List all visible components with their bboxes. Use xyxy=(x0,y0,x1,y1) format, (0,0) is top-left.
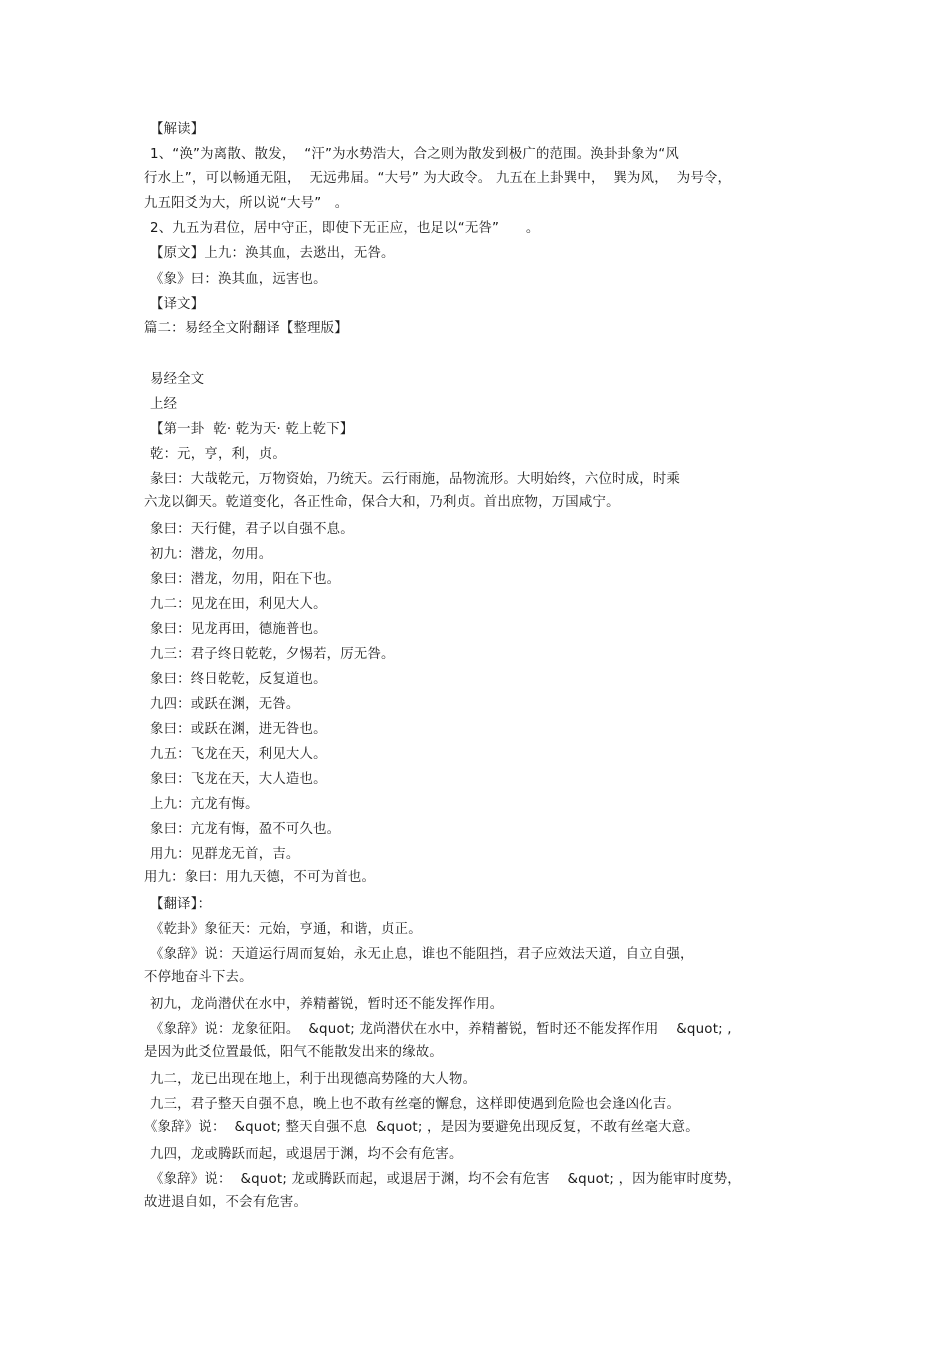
translation-line: 《乾卦》象征天：元始，亨通，和谐，贞正。 xyxy=(150,922,422,937)
text-line: 初九：潜龙，勿用。 xyxy=(150,547,273,562)
xiang-line: 《象》曰：涣其血，远害也。 xyxy=(150,272,327,287)
text-line: 象曰：飞龙在天，大人造也。 xyxy=(150,772,327,787)
text-line: 六龙以御天。乾道变化，各正性命，保合大和，乃利贞。首出庶物，万国咸宁。 xyxy=(144,495,620,510)
text-line: 彖曰：大哉乾元，万物资始，乃统天。云行雨施，品物流形。大明始终，六位时成，时乘 xyxy=(150,472,681,487)
translation-line: 故进退自如，不会有危害。 xyxy=(144,1195,308,1210)
heading-fanyi: 【翻译】： xyxy=(150,897,212,912)
text-line: 象曰：或跃在渊，进无咎也。 xyxy=(150,722,327,737)
text-line: 象曰：天行健，君子以自强不息。 xyxy=(150,522,354,537)
translation-line: 不停地奋斗下去。 xyxy=(144,970,253,985)
translation-line: 初九，龙尚潜伏在水中，养精蓄锐，暂时还不能发挥作用。 xyxy=(150,997,504,1012)
translation-line: 《象辞》说： &quot; 龙或腾跃而起，或退居于渊，均不会有危害 &quot; ，因为能审时度势， xyxy=(150,1172,741,1187)
text-line: 用九：见群龙无首，吉。 xyxy=(150,847,300,862)
translation-line: 《象辞》说： &quot; 整天自强不息 &quot; ，是因为要避免出现反复，不敢有丝毫大意。 xyxy=(144,1120,699,1135)
text-line: 九二：见龙在田，利见大人。 xyxy=(150,597,327,612)
translation-line: 《象辞》说：天道运行周而复始，永无止息，谁也不能阻挡，君子应效法天道，自立自强， xyxy=(150,947,694,962)
text-line: 上九：亢龙有悔。 xyxy=(150,797,259,812)
translation-line: 《象辞》说：龙象征阳。 &quot; 龙尚潜伏在水中，养精蓄锐，暂时还不能发挥作用 &quot; , xyxy=(150,1022,732,1037)
text-line: 象曰：见龙再田，德施普也。 xyxy=(150,622,327,637)
document-title: 易经全文 xyxy=(150,372,205,387)
text-line: 象曰：亢龙有悔，盈不可久也。 xyxy=(150,822,341,837)
hexagram-heading: 【第一卦 乾· 乾为天· 乾上乾下】 xyxy=(150,422,354,437)
text-line: 象曰：终日乾乾，反复道也。 xyxy=(150,672,327,687)
translation-line: 是因为此爻位置最低，阳气不能散发出来的缘故。 xyxy=(144,1045,443,1060)
section-title: 篇二：易经全文附翻译【整理版】 xyxy=(144,321,348,336)
heading-yiwen: 【译文】 xyxy=(150,297,205,312)
yuanwen-line: 【原文】上九：涣其血，去逖出，无咎。 xyxy=(150,246,395,261)
paragraph-line: 1、“涣”为离散、散发， “汗”为水势浩大，合之则为散发到极广的范围。涣卦卦象为“风 xyxy=(150,147,679,162)
translation-line: 九四，龙或腾跃而起，或退居于渊，均不会有危害。 xyxy=(150,1147,463,1162)
text-line: 九五：飞龙在天，利见大人。 xyxy=(150,747,327,762)
paragraph-line: 九五阳爻为大，所以说“大号” 。 xyxy=(144,196,349,211)
text-line: 九四：或跃在渊，无咎。 xyxy=(150,697,300,712)
text-line: 用九：象曰：用九天德，不可为首也。 xyxy=(144,870,376,885)
text-line: 乾：元，亨，利，贞。 xyxy=(150,447,286,462)
part-title: 上经 xyxy=(150,397,178,412)
heading-jiedu: 【解读】 xyxy=(150,122,205,137)
paragraph-line: 行水上”，可以畅通无阻， 无远弗届。“大号” 为大政令。 九五在上卦巽中， 巽为风， 为号令， xyxy=(144,171,732,186)
text-line: 九三：君子终日乾乾，夕惕若，厉无咎。 xyxy=(150,647,395,662)
translation-line: 九二，龙已出现在地上，利于出现德高势隆的大人物。 xyxy=(150,1072,477,1087)
translation-line: 九三，君子整天自强不息，晚上也不敢有丝毫的懈怠，这样即使遇到危险也会逢凶化吉。 xyxy=(150,1097,681,1112)
paragraph-line: 2、九五为君位，居中守正，即使下无正应，也足以“无咎” 。 xyxy=(150,221,540,236)
text-line: 象曰：潜龙，勿用，阳在下也。 xyxy=(150,572,341,587)
